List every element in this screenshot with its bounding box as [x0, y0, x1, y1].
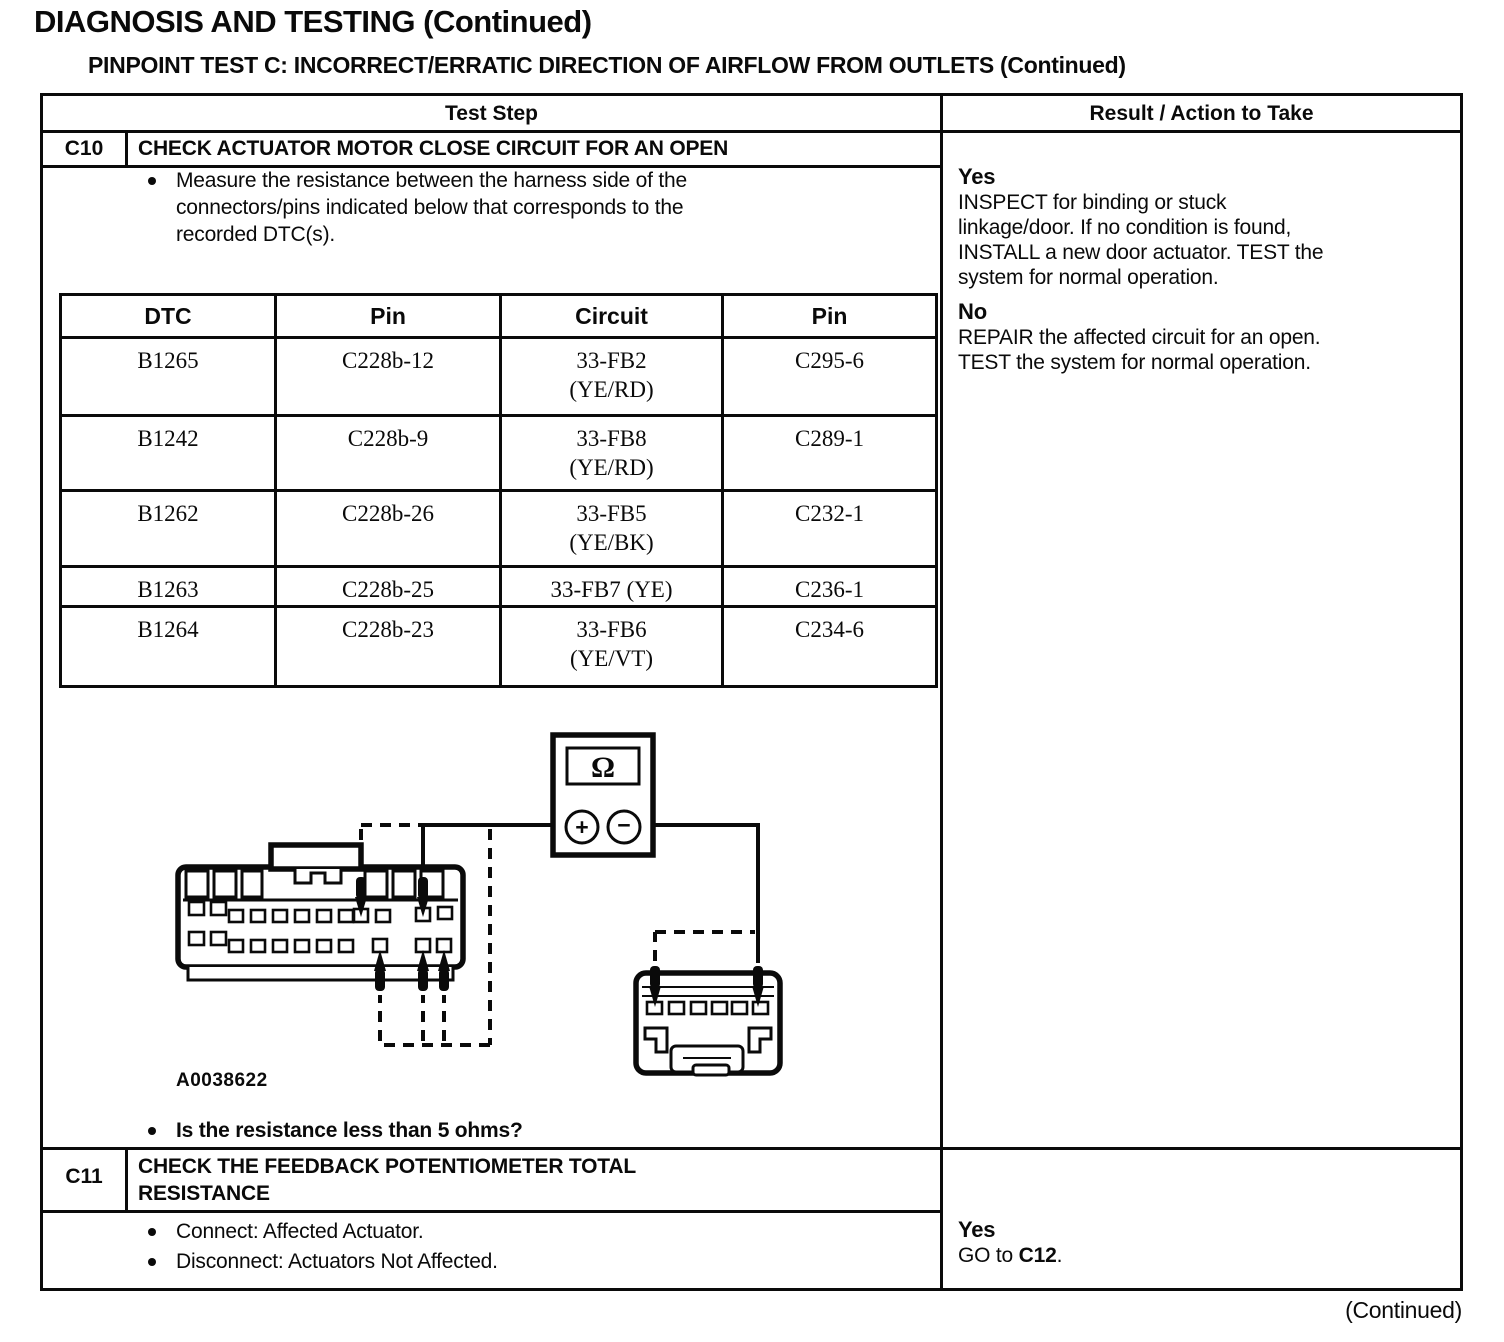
c11-result-actions	[958, 1217, 1448, 1268]
step-c10-id: C10	[64, 137, 104, 160]
dtc-cell: B1262	[61, 491, 276, 567]
pin-cell: C228b-9	[276, 416, 501, 491]
bullet-icon	[148, 1228, 156, 1236]
bullet-icon	[148, 177, 156, 185]
c11-bullet-disconnect: Disconnect: Actuators Not Affected.	[176, 1250, 498, 1273]
plus-symbol: +	[575, 814, 589, 840]
instruction-line: Measure the resistance between the harness side of the	[176, 169, 688, 192]
dtc-cell: B1265	[61, 338, 276, 416]
yes-action-line: system for normal operation.	[958, 266, 1219, 289]
pin-cell: C228b-12	[276, 338, 501, 416]
pin-cell: C228b-26	[276, 491, 501, 567]
circuit-cell: 33-FB2 (YE/RD)	[501, 338, 723, 416]
pin2-header-cell: Pin	[723, 295, 937, 338]
resistance-test-diagram	[43, 710, 943, 1110]
circuit-cell: 33-FB7 (YE)	[501, 567, 723, 607]
pin-cell: C232-1	[723, 491, 937, 567]
instruction-line: recorded DTC(s).	[176, 223, 335, 246]
circuit-cell: 33-FB6 (YE/VT)	[501, 607, 723, 687]
table-row	[61, 607, 937, 687]
table-row	[61, 338, 937, 416]
pin-cell: C234-6	[723, 607, 937, 687]
yes-action-line: INSTALL a new door actuator. TEST the	[958, 241, 1324, 264]
c10-result-actions	[958, 164, 1448, 375]
pin-cell: C228b-25	[276, 567, 501, 607]
no-action-line: REPAIR the affected circuit for an open.	[958, 326, 1321, 349]
dtc-cell: B1242	[61, 416, 276, 491]
ohmmeter	[553, 735, 653, 855]
step-c10-title: CHECK ACTUATOR MOTOR CLOSE CIRCUIT FOR AN OPEN	[138, 137, 729, 160]
pinpoint-test-table	[40, 93, 1463, 1291]
pin-cell: C228b-23	[276, 607, 501, 687]
pinpoint-test-title: PINPOINT TEST C: INCORRECT/ERRATIC DIRECTION OF AIRFLOW FROM OUTLETS (Continued)	[88, 52, 1126, 78]
step-c11-id: C11	[65, 1165, 103, 1188]
pin-cell: C289-1	[723, 416, 937, 491]
minus-symbol: −	[617, 812, 631, 838]
bullet-icon	[148, 1258, 156, 1266]
circuit-header-cell: Circuit	[501, 295, 723, 338]
yes-label: Yes	[958, 164, 996, 189]
pin-header-cell: Pin	[276, 295, 501, 338]
no-action-line: TEST the system for normal operation.	[958, 351, 1311, 374]
table-row	[61, 416, 937, 491]
go-to-line: GO to C12.	[958, 1244, 1063, 1267]
c11-header-divider	[43, 1210, 940, 1213]
c11-title-line: RESISTANCE	[138, 1182, 270, 1205]
c10-question: Is the resistance less than 5 ohms?	[176, 1119, 523, 1142]
dtc-cell: B1263	[61, 567, 276, 607]
pin-cell: C295-6	[723, 338, 937, 416]
page-title: DIAGNOSIS AND TESTING (Continued)	[34, 4, 592, 39]
yes-action-line: INSPECT for binding or stuck	[958, 191, 1227, 214]
figure-label: A0038622	[176, 1070, 268, 1091]
bullet-icon	[148, 1127, 156, 1135]
yes-label: Yes	[958, 1217, 996, 1242]
ohm-symbol: Ω	[590, 751, 616, 784]
pin-cell: C236-1	[723, 567, 937, 607]
c11-bullet-connect: Connect: Affected Actuator.	[176, 1220, 424, 1243]
c11-id-divider	[125, 1147, 128, 1213]
c10-instruction	[176, 167, 856, 248]
table-row	[61, 567, 937, 607]
dtc-cell: B1264	[61, 607, 276, 687]
dtc-pin-table	[59, 293, 938, 688]
yes-action-line: linkage/door. If no condition is found,	[958, 216, 1292, 239]
table-row	[61, 491, 937, 567]
c10-id-divider	[125, 130, 128, 168]
circuit-cell: 33-FB5 (YE/BK)	[501, 491, 723, 567]
circuit-cell: 33-FB8 (YE/RD)	[501, 416, 723, 491]
step-c11-title	[138, 1153, 636, 1207]
test-step-column-header: Test Step	[445, 102, 538, 125]
c11-title-line: CHECK THE FEEDBACK POTENTIOMETER TOTAL	[138, 1155, 636, 1178]
dtc-table-header-row	[61, 295, 937, 338]
dtc-header-cell: DTC	[61, 295, 276, 338]
go-target: C12	[1018, 1244, 1057, 1267]
instruction-line: connectors/pins indicated below that corresponds to the	[176, 196, 684, 219]
no-label: No	[958, 299, 987, 324]
continued-note: (Continued)	[1345, 1297, 1462, 1323]
result-column-header: Result / Action to Take	[1089, 102, 1314, 125]
c10-c11-divider	[43, 1147, 1460, 1150]
